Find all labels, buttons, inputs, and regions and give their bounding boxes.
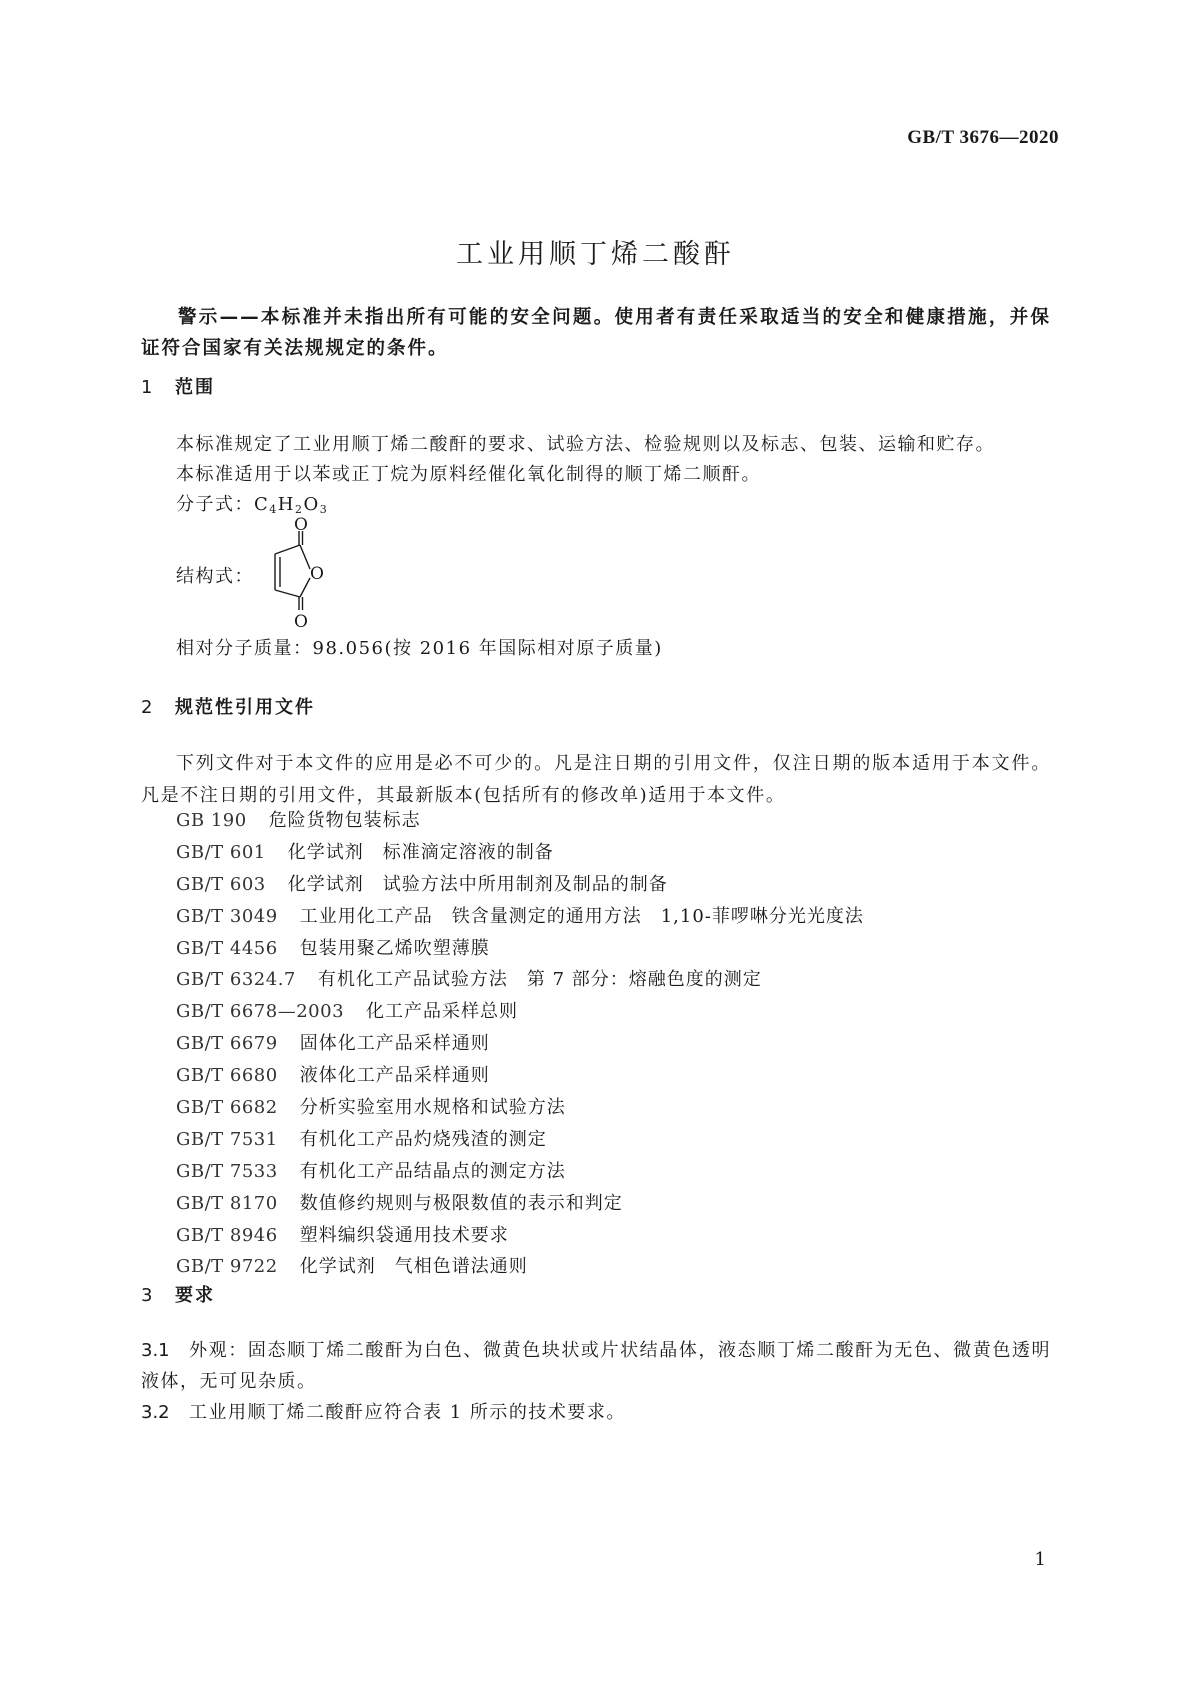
reference-code: GB/T 6324.7 — [176, 969, 296, 991]
reference-title: 分析实验室用水规格和试验方法 — [299, 1097, 566, 1119]
reference-title: 有机化工产品试验方法 第 7 部分：熔融色度的测定 — [317, 969, 762, 991]
reference-item — [176, 1220, 864, 1252]
section-2-heading — [141, 693, 315, 719]
reference-title: 工业用化工产品 铁含量测定的通用方法 1,10-菲啰啉分光光度法 — [299, 905, 864, 927]
reference-title: 液体化工产品采样通则 — [299, 1065, 490, 1087]
reference-item — [176, 837, 864, 869]
reference-code: GB/T 3049 — [176, 905, 278, 927]
formula-carbon: C — [254, 494, 270, 515]
page-number: 1 — [1034, 1549, 1046, 1570]
reference-title: 化学试剂 标准滴定溶液的制备 — [287, 841, 554, 863]
reference-item — [176, 964, 864, 996]
reference-title: 包装用聚乙烯吹塑薄膜 — [299, 937, 490, 959]
reference-code: GB/T 8946 — [176, 1224, 278, 1246]
reference-title: 化工产品采样总则 — [366, 1001, 519, 1023]
reference-code: GB/T 4456 — [176, 937, 278, 959]
atom-o-ring: O — [310, 564, 324, 584]
document-title: 工业用顺丁烯二酸酐 — [456, 239, 735, 270]
section-title: 范围 — [175, 377, 215, 398]
reference-code: GB/T 7531 — [176, 1128, 278, 1150]
reference-title: 数值修约规则与极限数值的表示和判定 — [299, 1192, 623, 1214]
clause-number: 3.2 — [141, 1402, 170, 1423]
formula-oxygen-count: 3 — [319, 503, 329, 516]
reference-title: 化学试剂 试验方法中所用制剂及制品的制备 — [287, 873, 668, 895]
reference-code: GB/T 603 — [176, 873, 266, 895]
normative-reference-list — [176, 805, 864, 1283]
reference-title: 化学试剂 气相色谱法通则 — [299, 1256, 528, 1278]
atom-o-top: O — [294, 517, 308, 535]
reference-item — [176, 1156, 864, 1188]
section-number: 3 — [141, 1285, 155, 1306]
reference-code: GB 190 — [176, 810, 247, 831]
reference-code: GB/T 6678—2003 — [176, 1001, 345, 1023]
clause-3-1 — [141, 1335, 1051, 1397]
clause-text: 外观：固态顺丁烯二酸酐为白色、微黄色块状或片状结晶体，液态顺丁烯二酸酐为无色、微黄色透明液体，无可见杂质。 — [141, 1340, 1051, 1392]
reference-item — [176, 1092, 864, 1124]
reference-item — [176, 1060, 864, 1092]
reference-item — [176, 901, 864, 933]
reference-title: 有机化工产品结晶点的测定方法 — [299, 1160, 566, 1182]
clause-3-2 — [141, 1397, 1051, 1428]
atom-o-bottom: O — [294, 612, 308, 629]
reference-item — [176, 996, 864, 1028]
maleic-anhydride-structure — [244, 517, 344, 629]
reference-code: GB/T 9722 — [176, 1256, 278, 1278]
clause-text: 工业用顺丁烯二酸酐应符合表 1 所示的技术要求。 — [189, 1402, 626, 1423]
relative-molecular-mass: 相对分子质量：98.056(按 2016 年国际相对原子质量) — [176, 638, 663, 659]
scope-paragraph-1: 本标准规定了工业用顺丁烯二酸酐的要求、试验方法、检验规则以及标志、包装、运输和贮存。 — [176, 434, 995, 455]
reference-code: GB/T 6680 — [176, 1065, 278, 1087]
reference-item — [176, 1188, 864, 1220]
section-number: 1 — [141, 377, 155, 398]
safety-warning: 警示——本标准并未指出所有可能的安全问题。使用者有责任采取适当的安全和健康措施，并保证符合国家有关法规规定的条件。 — [141, 307, 1051, 359]
structure-label: 结构式： — [176, 566, 254, 587]
reference-item — [176, 1124, 864, 1156]
reference-title: 有机化工产品灼烧残渣的测定 — [299, 1128, 547, 1150]
clause-number: 3.1 — [141, 1340, 170, 1361]
reference-code: GB/T 6682 — [176, 1097, 278, 1119]
formula-hydrogen-count: 2 — [294, 503, 304, 516]
reference-item — [176, 1028, 864, 1060]
molecular-formula — [176, 490, 328, 516]
reference-code: GB/T 7533 — [176, 1160, 278, 1182]
reference-title: 固体化工产品采样通则 — [299, 1033, 490, 1055]
formula-hydrogen: H — [277, 494, 295, 515]
formula-label: 分子式： — [176, 494, 254, 515]
standard-number: GB/T 3676—2020 — [907, 127, 1059, 148]
reference-title: 塑料编织袋通用技术要求 — [299, 1224, 509, 1246]
reference-code: GB/T 8170 — [176, 1192, 278, 1214]
reference-item — [176, 933, 864, 965]
formula-oxygen: O — [303, 494, 320, 515]
reference-title: 危险货物包装标志 — [268, 810, 421, 831]
reference-code: GB/T 6679 — [176, 1033, 278, 1055]
reference-item — [176, 869, 864, 901]
section-1-heading — [141, 373, 215, 399]
formula-carbon-count: 4 — [269, 503, 278, 516]
section-3-heading — [141, 1281, 215, 1307]
scope-paragraph-2: 本标准适用于以苯或正丁烷为原料经催化氧化制得的顺丁烯二顺酐。 — [176, 464, 761, 485]
section-number: 2 — [141, 697, 155, 718]
references-intro: 下列文件对于本文件的应用是必不可少的。凡是注日期的引用文件，仅注日期的版本适用于本文件。凡是不注日期的引用文件，其最新版本(包括所有的修改单)适用于本文件。 — [141, 753, 1051, 806]
section-title: 规范性引用文件 — [175, 697, 315, 718]
reference-item — [176, 805, 864, 837]
section-title: 要求 — [175, 1285, 215, 1306]
reference-item — [176, 1251, 864, 1283]
reference-code: GB/T 601 — [176, 841, 266, 863]
